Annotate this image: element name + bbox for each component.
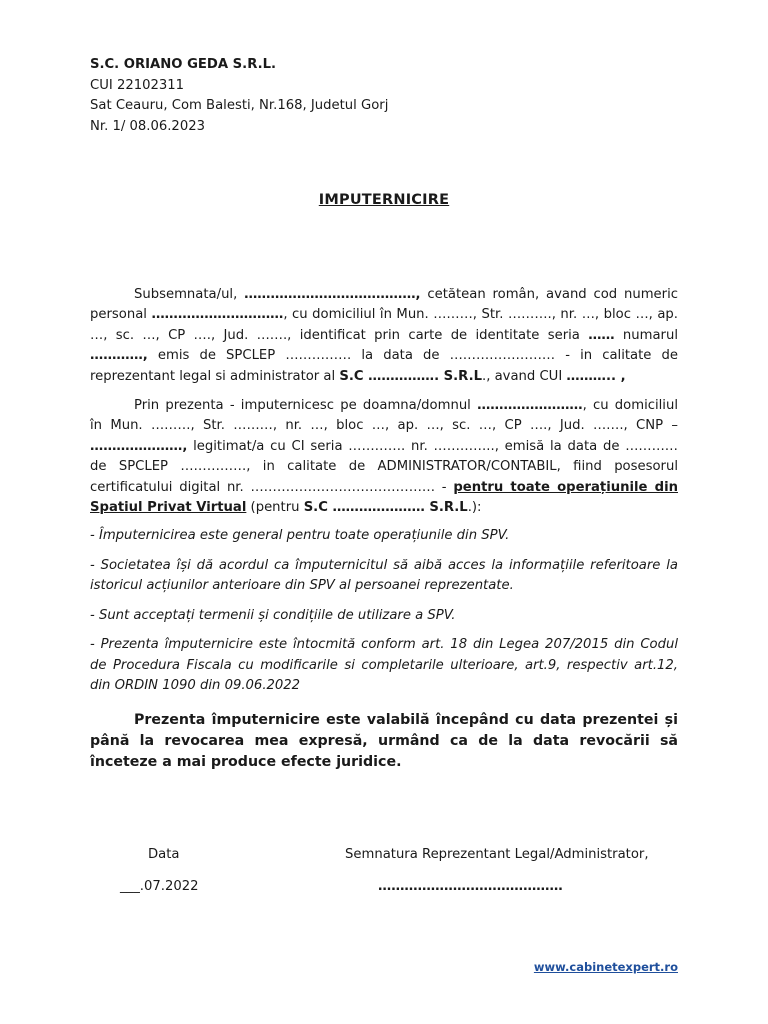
company-name: S.C. ORIANO GEDA S.R.L. [90, 57, 277, 72]
principal-paragraph: Subsemnata/ul, …………………………………, cetătean român, avand cod numeric personal …………………………, cu domiciliul în Mun. ………, Str. ………., nr. …, bloc …, ap. …, sc. …, CP …., Jud. ……., identificat prin carte de identitate seria …… numarul …………, emis de SPCLEP …………… la data de …………………… - in calitate de reprezentant legal si administrator al S.C ……………. S.R.L., avand CUI ……….. , [90, 287, 678, 384]
clause-item: - Împuternicirea este general pentru toate operațiunile din SPV. [90, 528, 510, 544]
document-title: IMPUTERNICIRE [318, 192, 450, 208]
clause-item: - Prezenta împuternicire este întocmită conform art. 18 din Legea 207/2015 din Codul de Procedura Fiscala cu modificarile si completarile ulterioare, art.9, respectiv art.12, din ORDIN 1090 din 09.06.2022 [90, 637, 678, 693]
company-cui: CUI 22102311 [90, 77, 185, 93]
company-header [90, 55, 388, 137]
document-body [90, 285, 678, 772]
date-value: ___.07.2022 [120, 879, 199, 894]
signature-label: Semnatura Reprezentant Legal/Administrator, [345, 847, 649, 862]
empowerment-paragraph: Prin prezenta - imputernicesc pe doamna/domnul ……………………, cu domiciliul în Mun. ………, Str. ………, nr. …, bloc …, ap. …, sc. …, CP …., Jud. ……., CNP – …………………, legitimat/a cu CI seria …………. nr. ………….., emisă la data de ………… de SPCLEP ……………, in calitate de ADMINISTRATOR/CONTABIL, fiind posesorul certificatului digital nr. …………………………………… - pentru toate operațiunile din Spatiul Privat Virtual (pentru S.C ………………… S.R.L.): [90, 398, 678, 516]
date-label: Data [148, 847, 180, 862]
company-address: Sat Ceauru, Com Balesti, Nr.168, Judetul Gorj [90, 98, 389, 113]
signature-line: …………………………………… [378, 879, 563, 894]
clause-item: - Societatea își dă acordul ca împuternicitul să aibă acces la informațiile referitoare la istoricul acțiunilor anterioare din SPV al persoanei reprezentate. [90, 557, 678, 594]
validity-statement: Prezenta împuternicire este valabilă începând cu data prezentei și până la revocarea mea expresă, urmând ca de la data revocării să înceteze a mai produce efecte juridice. [90, 712, 678, 770]
clause-item: - Sunt acceptați termenii și condițiile de utilizare a SPV. [90, 607, 456, 623]
document-number: Nr. 1/ 08.06.2023 [90, 118, 205, 134]
clauses-list [90, 526, 678, 696]
website-link[interactable]: www.cabinetexpert.ro [533, 960, 678, 974]
